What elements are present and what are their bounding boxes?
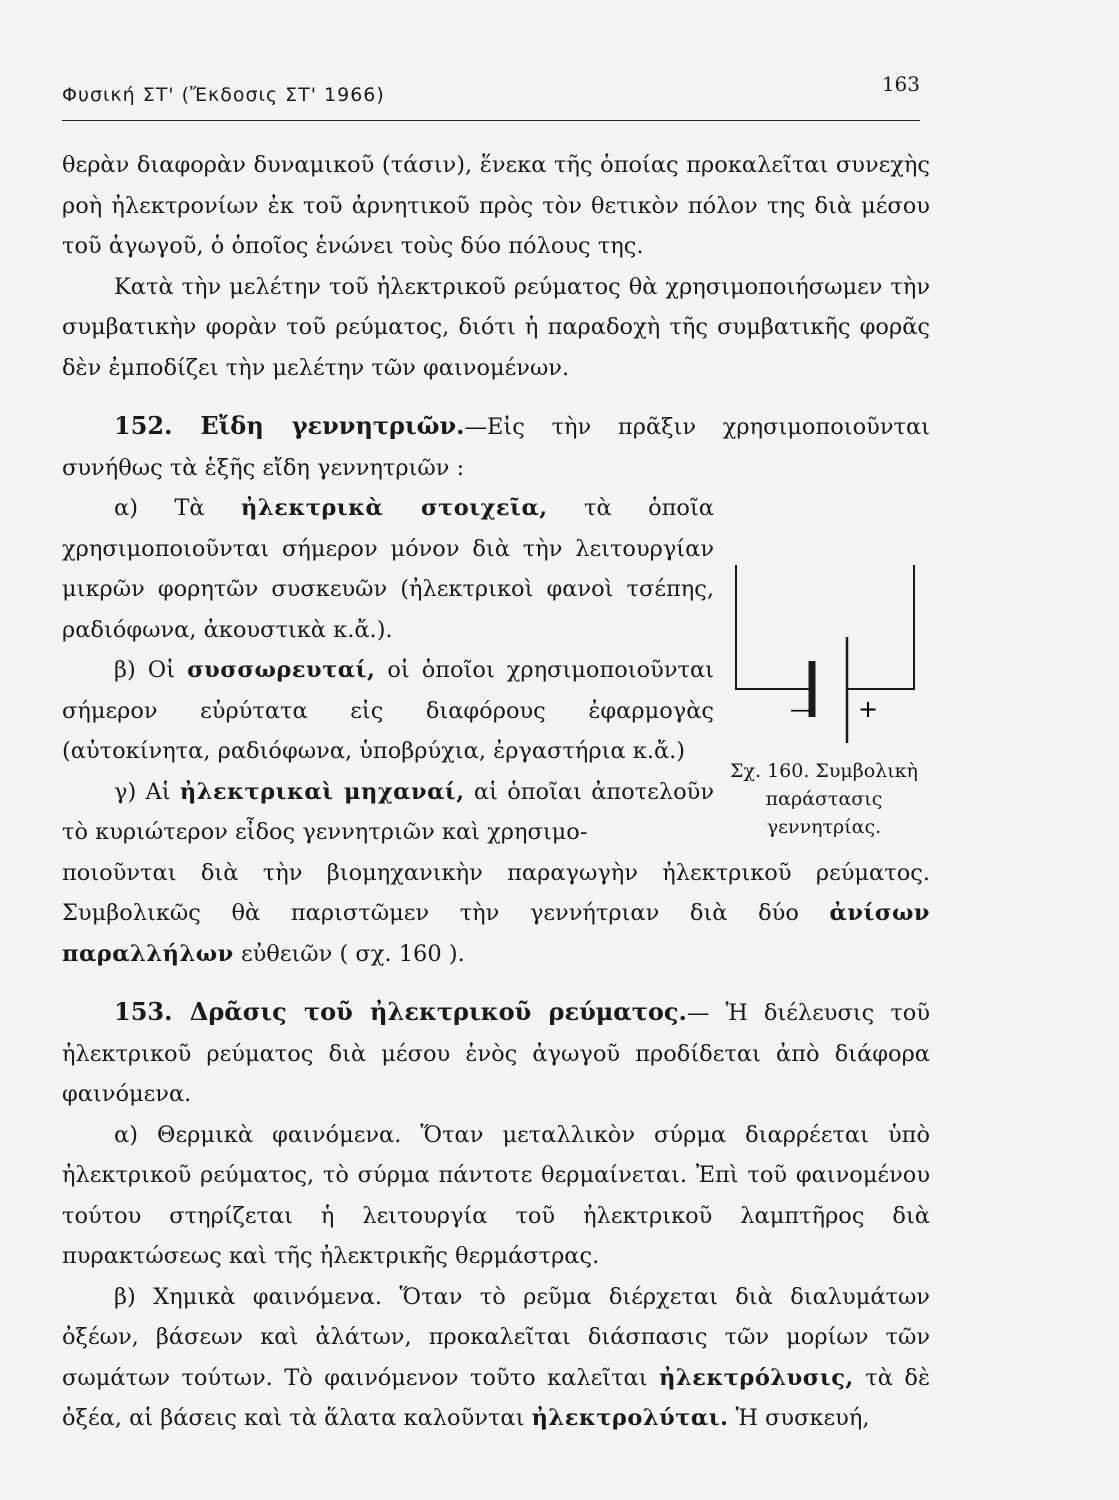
paragraph-text: Ἡ συσκευή, bbox=[735, 1405, 870, 1431]
term-electrolytes: ἠλεκτρολύται. bbox=[531, 1405, 729, 1431]
generator-symbol-diagram bbox=[728, 555, 928, 755]
list-item-cells bbox=[62, 488, 714, 650]
paragraph-symbol bbox=[62, 853, 930, 975]
paragraph-conventional-direction: Κατὰ τὴν μελέτην τοῦ ἠλεκτρικοῦ ρεύματος θὰ χρησιμοποιήσωμεν τὴν συμβατικὴν φορὰν τοῦ ρεύματος, διότι ἡ παραδοχὴ τῆς συμβατικῆς φορᾶς δὲν ἐμποδίζει τὴν μελέτην τῶν φαινομένων. bbox=[62, 273, 930, 381]
paragraph-thermal-effects: α) Θερμικὰ φαινόμενα. Ὅταν μεταλλικὸν σύρμα διαρρέεται ὑπὸ ἠλεκτρικοῦ ρεύματος, τὸ σύρμα πάντοτε θερμαίνεται. Ἐπὶ τοῦ φαινομένου τούτου στηρίζεται ἡ λειτουργία τοῦ ἠλεκτρικοῦ λαμπτῆρος διὰ πυρακτώσεως καὶ τῆς ἠλεκτρικῆς θερμάστρας. bbox=[62, 1121, 930, 1269]
paragraph-text: β) Χημικὰ φαινόμενα. Ὅταν τὸ ρεῦμα διέρχεται διὰ διαλυμάτων ὀξέων, βάσεων καὶ ἀλάτων, προκαλεῖται διάσπασις τῶν μορίων τῶν σωμάτων τούτων. Τὸ φαινόμενον τοῦτο καλεῖται bbox=[62, 1283, 930, 1391]
paragraph-continuation: θερὰν διαφορὰν δυναμικοῦ (τάσιν), ἕνεκα τῆς ὁποίας προκαλεῖται συνεχὴς ροὴ ἠλεκτρονίων ἐκ τοῦ ἀρνητικοῦ πρὸς τὸν θετικὸν πόλον της διὰ μέσου τοῦ ἀγωγοῦ, ὁ ὁποῖος ἑνώνει τοὺς δύο πόλους της. bbox=[62, 152, 930, 259]
paragraph-chemical-effects bbox=[62, 1277, 930, 1439]
term-accumulators: συσσωρευταί, bbox=[187, 657, 376, 683]
circuit-wire-left bbox=[736, 565, 811, 689]
section-152 bbox=[62, 406, 930, 488]
term-electrolysis: ἠλεκτρόλυσις, bbox=[659, 1364, 854, 1391]
running-title: Φυσική ΣΤ' (Ἔκδοσις ΣΤ' 1966) bbox=[62, 84, 385, 106]
list-item-text: αἱ ὁποῖαι ἀποτελοῦν τὸ κυριώτερον εἶδος γεννητριῶν καὶ χρησιμο- bbox=[62, 778, 714, 845]
term-electric-cells: ἠλεκτρικὰ στοιχεῖα, bbox=[241, 495, 548, 521]
running-header bbox=[62, 72, 920, 121]
section-152-heading: 152. Εἴδη γεννητριῶν. bbox=[114, 411, 465, 440]
section-152-intro: —Εἰς τὴν πρᾶξιν χρησιμοποιοῦνται συνήθως τὰ ἑξῆς εἴδη γεννητριῶν : bbox=[62, 414, 930, 481]
list-item-prefix: α) Τὰ bbox=[114, 495, 205, 521]
section-153 bbox=[62, 992, 930, 1115]
section-153-heading: 153. Δρᾶσις τοῦ ἠλεκτρικοῦ ρεύματος. bbox=[114, 997, 687, 1026]
list-item-prefix: β) Οἱ bbox=[114, 657, 176, 683]
plus-label: + bbox=[858, 695, 879, 723]
paragraph-text: ποιοῦνται διὰ τὴν βιομηχανικὴν παραγωγὴν ἠλεκτρικοῦ ρεύματος. Συμβολικῶς θὰ παριστῶμεν τὴν γεννήτριαν διὰ δύο bbox=[62, 859, 930, 926]
term-unequal-parallel: ἀνίσων παραλλήλων bbox=[62, 900, 930, 967]
list-item-text: τὰ ὁποῖα χρησιμοποιοῦνται σήμερον μόνον διὰ τὴν λειτουργίαν μικρῶν φορητῶν συσκευῶν (ἠλεκτρικοὶ φανοὶ τσέπης, ραδιόφωνα, ἀκουστικὰ κ.ἄ.). bbox=[62, 495, 714, 643]
list-item-accumulators bbox=[62, 650, 714, 772]
generator-list bbox=[62, 488, 714, 853]
paragraph-text: τὰ δὲ ὀξέα, αἱ βάσεις καὶ τὰ ἅλατα καλοῦνται bbox=[62, 1364, 931, 1431]
figure-caption: Σχ. 160. Συμβολικὴ παράστασις γεννητρίας. bbox=[730, 760, 918, 838]
paragraph-text: εὐθειῶν ( σχ. 160 ). bbox=[240, 940, 465, 967]
section-153-intro: — Ἡ διέλευσις τοῦ ἠλεκτρικοῦ ρεύματος διὰ μέσου ἑνὸς ἀγωγοῦ προδίδεται ἀπὸ διάφορα φαινόμενα. bbox=[62, 1000, 930, 1107]
list-item-machines bbox=[62, 772, 714, 853]
circuit-wire-right bbox=[848, 565, 914, 689]
figure-160 bbox=[728, 555, 928, 755]
list-item-prefix: γ) Αἱ bbox=[114, 778, 171, 805]
list-item-text: οἱ ὁποῖοι χρησιμοποιοῦνται σήμερον εὐρύτατα εἰς διαφόρους ἐφαρμογὰς (αὐτοκίνητα, ραδιόφωνα, ὑποβρύχια, ἐργαστήρια κ.ἄ.) bbox=[62, 657, 714, 764]
term-electric-machines: ἠλεκτρικαὶ μηχαναί, bbox=[179, 778, 465, 805]
page-number: 163 bbox=[881, 72, 920, 96]
minus-label: — bbox=[790, 698, 812, 723]
